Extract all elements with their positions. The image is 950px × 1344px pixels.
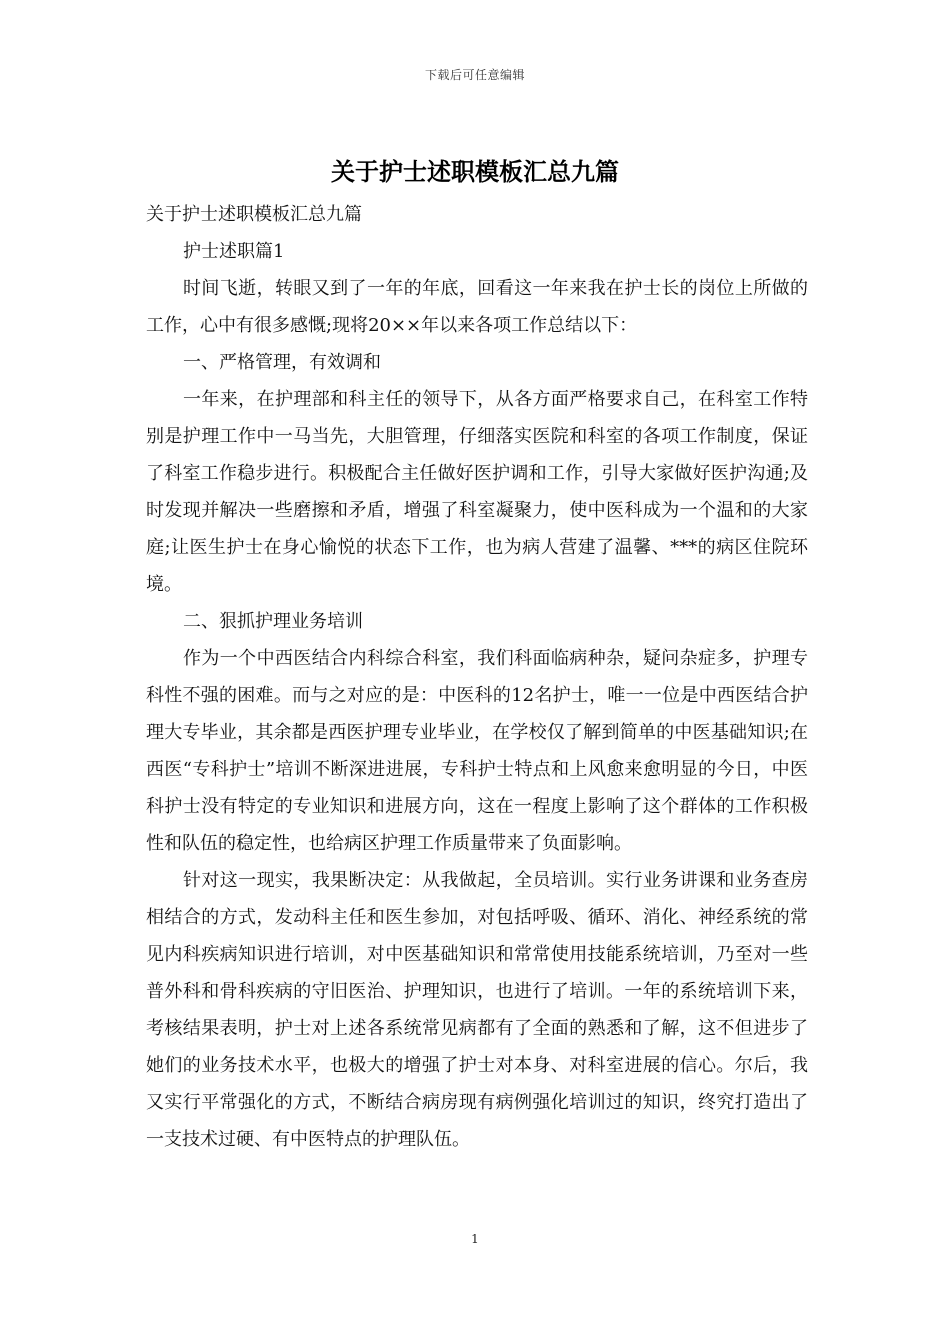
section-heading-management: 一、严格管理，有效调和 (183, 352, 381, 373)
section-heading-training: 二、狠抓护理业务培训 (183, 611, 363, 632)
training-paragraph-2: 针对这一现实，我果断决定：从我做起，全员培训。实行业务讲课和业务查房相结合的方式，发动科主任和医生参加，对包括呼吸、循环、消化、神经系统的常见内科疾病知识进行培训，对中医基础知识和常常使用技能系统培训，乃至对一些普外科和骨科疾病的守旧医治、护理知识，也进行了培训。一年的系统培训下来，考核结果表明，护士对上述各系统常见病都有了全面的熟悉和了解，这不但进步了她们的业务技术水平，也极大的增强了护士对本身、对科室进展的信心。尔后，我又实行平常强化的方式，不断结合病房现有病例强化培训过的知识，终究打造出了一支技术过硬、有中医特点的护理队伍。 (146, 870, 808, 1150)
header-note: 下载后可任意编辑 (424, 68, 525, 82)
subtitle-line: 关于护士述职模板汇总九篇 (146, 204, 362, 225)
intro-paragraph: 时间飞逝，转眼又到了一年的年底，回看这一年来我在护士长的岗位上所做的工作，心中有很多感慨;现将20××年以来各项工作总结以下： (146, 278, 808, 336)
document-title: 关于护士述职模板汇总九篇 (331, 157, 619, 186)
management-paragraph: 一年来，在护理部和科主任的领导下，从各方面严格要求自己，在科室工作特别是护理工作中一马当先，大胆管理，仔细落实医院和科室的各项工作制度，保证了科室工作稳步进行。积极配合主任做好医护调和工作，引导大家做好医护沟通;及时发现并解决一些磨擦和矛盾，增强了科室凝聚力，使中医科成为一个温和的大家庭;让医生护士在身心愉悦的状态下工作，也为病人营建了温馨、***的病区住院环境。 (146, 389, 808, 595)
document-body (146, 196, 808, 1158)
training-paragraph-1: 作为一个中西医结合内科综合科室，我们科面临病种杂，疑问杂症多，护理专科性不强的困难。而与之对应的是：中医科的12名护士，唯一一位是中西医结合护理大专毕业，其余都是西医护理专业毕业，在学校仅了解到简单的中医基础知识;在西医“专科护士”培训不断深进进展，专科护士特点和上风愈来愈明显的今日，中医科护士没有特定的专业知识和进展方向，这在一程度上影响了这个群体的工作积极性和队伍的稳定性，也给病区护理工作质量带来了负面影响。 (146, 648, 808, 854)
page-number: 1 (471, 1232, 479, 1246)
section-heading-part-1: 护士述职篇1 (183, 241, 285, 262)
